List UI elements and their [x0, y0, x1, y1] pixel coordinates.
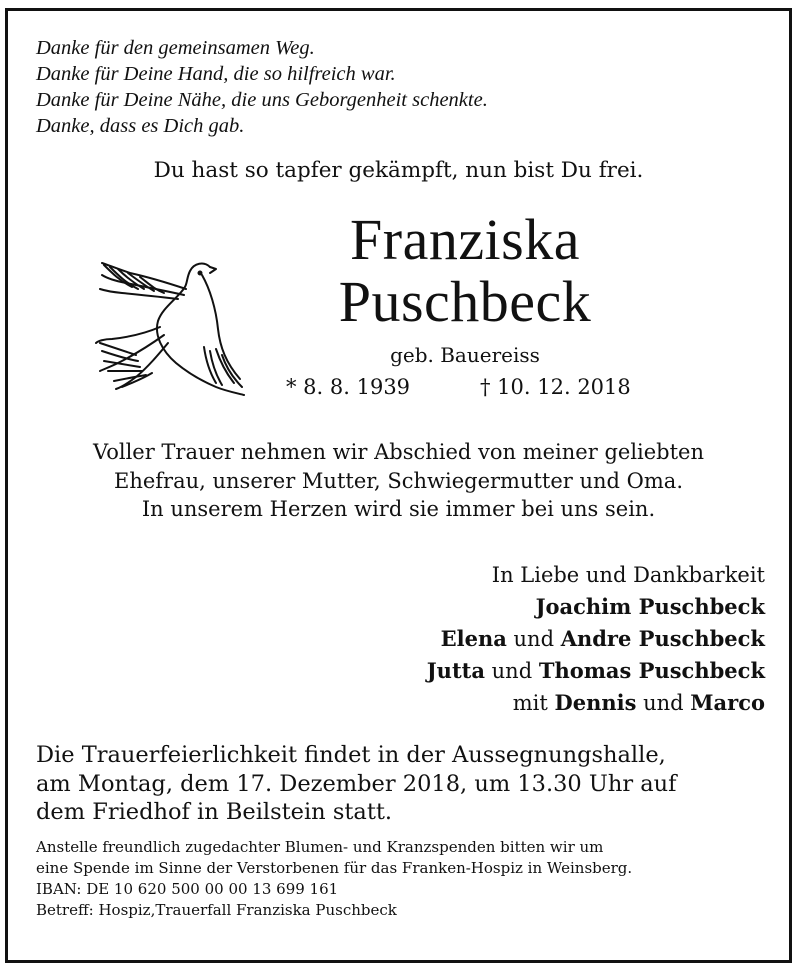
dove-icon: [92, 251, 247, 399]
death-date: † 10. 12. 2018: [480, 375, 631, 399]
ceremony-line: Die Trauerfeierlichkeit findet in der Aussegnungshalle,: [36, 742, 666, 768]
obituary-frame: [5, 8, 792, 963]
note-line: Betreff: Hospiz,Trauerfall Franziska Puschbeck: [36, 901, 397, 919]
deceased-first-name: Franziska: [350, 207, 580, 272]
birth-name: geb. Bauereiss: [390, 343, 540, 367]
signer-name: Elena: [440, 626, 507, 651]
signature-connector: und: [484, 659, 539, 683]
donation-note: [36, 837, 632, 921]
ceremony-info: [36, 741, 676, 827]
signature-line: [427, 591, 765, 623]
ceremony-line: dem Friedhof in Beilstein statt.: [36, 799, 393, 825]
signature-connector: und: [506, 627, 561, 651]
signer-name: Joachim Puschbeck: [535, 594, 765, 619]
message-line: Voller Trauer nehmen wir Abschied von meiner geliebten: [92, 440, 705, 464]
signer-name: Thomas Puschbeck: [538, 658, 765, 683]
signer-name: Dennis: [554, 690, 637, 715]
signer-name: Andre Puschbeck: [560, 626, 765, 651]
poem-line: Danke, dass es Dich gab.: [36, 115, 245, 137]
motto: Du hast so tapfer gekämpft, nun bist Du frei.: [153, 158, 644, 183]
signer-name: Jutta: [426, 658, 485, 683]
signature-connector: und: [636, 691, 691, 715]
signer-name: Marco: [690, 690, 765, 715]
message-line: In unserem Herzen wird sie immer bei uns sein.: [141, 497, 656, 521]
farewell-message: [8, 438, 789, 524]
poem-line: Danke für den gemeinsamen Weg.: [36, 37, 315, 59]
signature-connector: mit: [512, 691, 555, 715]
ceremony-line: am Montag, dem 17. Dezember 2018, um 13.30 Uhr auf: [36, 770, 677, 797]
signature-line: [427, 687, 765, 719]
note-line: IBAN: DE 10 620 500 00 00 13 699 161: [36, 880, 339, 898]
signature-line: [427, 623, 765, 655]
note-line: eine Spende im Sinne der Verstorbenen für das Franken-Hospiz in Weinsberg.: [36, 859, 633, 877]
poem-line: Danke für Deine Hand, die so hilfreich war.: [36, 63, 396, 85]
poem: [36, 35, 756, 139]
note-line: Anstelle freundlich zugedachter Blumen- und Kranzspenden bitten wir um: [36, 838, 604, 856]
birth-date: * 8. 8. 1939: [286, 375, 411, 399]
poem-line: Danke für Deine Nähe, die uns Geborgenheit schenkte.: [36, 89, 488, 111]
signature-intro: In Liebe und Dankbarkeit: [491, 563, 765, 587]
signature-block: [427, 560, 765, 719]
deceased-last-name: Puschbeck: [338, 269, 592, 334]
message-line: Ehefrau, unserer Mutter, Schwiegermutter und Oma.: [114, 468, 683, 493]
signature-line: [427, 655, 765, 687]
